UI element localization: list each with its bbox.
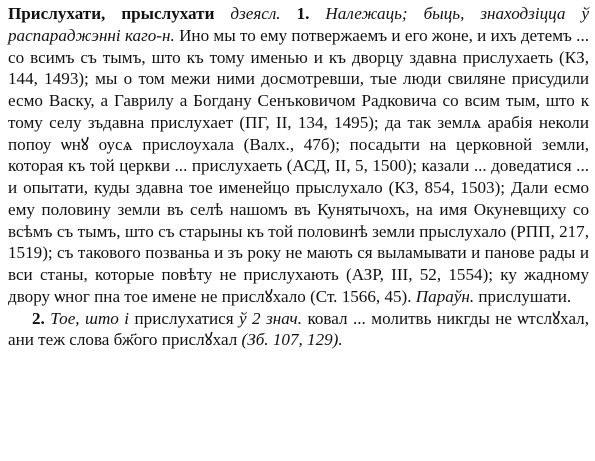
reference-word: прислухатися: [134, 308, 240, 328]
compare-word: прислушати.: [478, 286, 572, 306]
definition-2-prefix: Тое, што і: [50, 308, 135, 328]
definition-1: Належаць; быць, знаходзіцца ў распараджэнні каго-н.: [8, 4, 590, 45]
citation-2: ковал ... молитвь никгды не ѡтслꙋхал, ани теж слова бж҃ого прислꙋхал: [8, 308, 589, 350]
citation-2-source: (Зб. 107, 129).: [241, 330, 343, 350]
citations-1: Ино мы то ему потвержаемъ и его жоне, и ихъ детемъ ... со всимъ съ тымъ, што къ тому именью и къ дворцу здавна прислухаеть (КЗ, 144, 1493); мы о том межи ними досмотревши, тые люди свиляне присудили есмо Васку, а Гаврилу а Богдану Сенъковичом Радковича со всим тым, што к тому селу зъдавна прислухает (ПГ, II, 134, 1495); да так землѧ арабія неколи попоу ѡнꙋ оусѧ прислоухала (Валх., 47б); посадыти на церковной земли, которая къ той церкви ... прислухаеть (АСД, II, 5, 1500); казали ... доведатися ... и опытати, куды здавна тое именейцо прыслухало (КЗ, 854, 1503); Дали есмо ему половину земли въ селѣ нашомъ въ Кунятычохъ, на имя Окуневщиху со всѣмъ съ тымъ, што съ старыны къ той половинѣ земли прыслухало (РПП, 217, 1519); съ такового позваньа и зъ року не мають ся выламывати и панове рады и вси станы, которые повѣту не прислухають (АЗР, III, 52, 1554); ку жадному двору ѡног пна тое имене не прислꙋхало (Ст. 1566, 45).: [8, 25, 589, 306]
sense-number-1: 1.: [296, 4, 326, 23]
sense-1-paragraph: [8, 3, 589, 308]
compare-label: Параўн.: [415, 286, 479, 306]
definition-2-suffix: ў 2 знач.: [239, 308, 308, 328]
part-of-speech: дзеясл.: [230, 4, 297, 23]
sense-number-2: 2.: [32, 308, 51, 328]
sense-2-paragraph: [8, 308, 589, 352]
headword: Прислухати, прыслухати: [8, 4, 231, 23]
